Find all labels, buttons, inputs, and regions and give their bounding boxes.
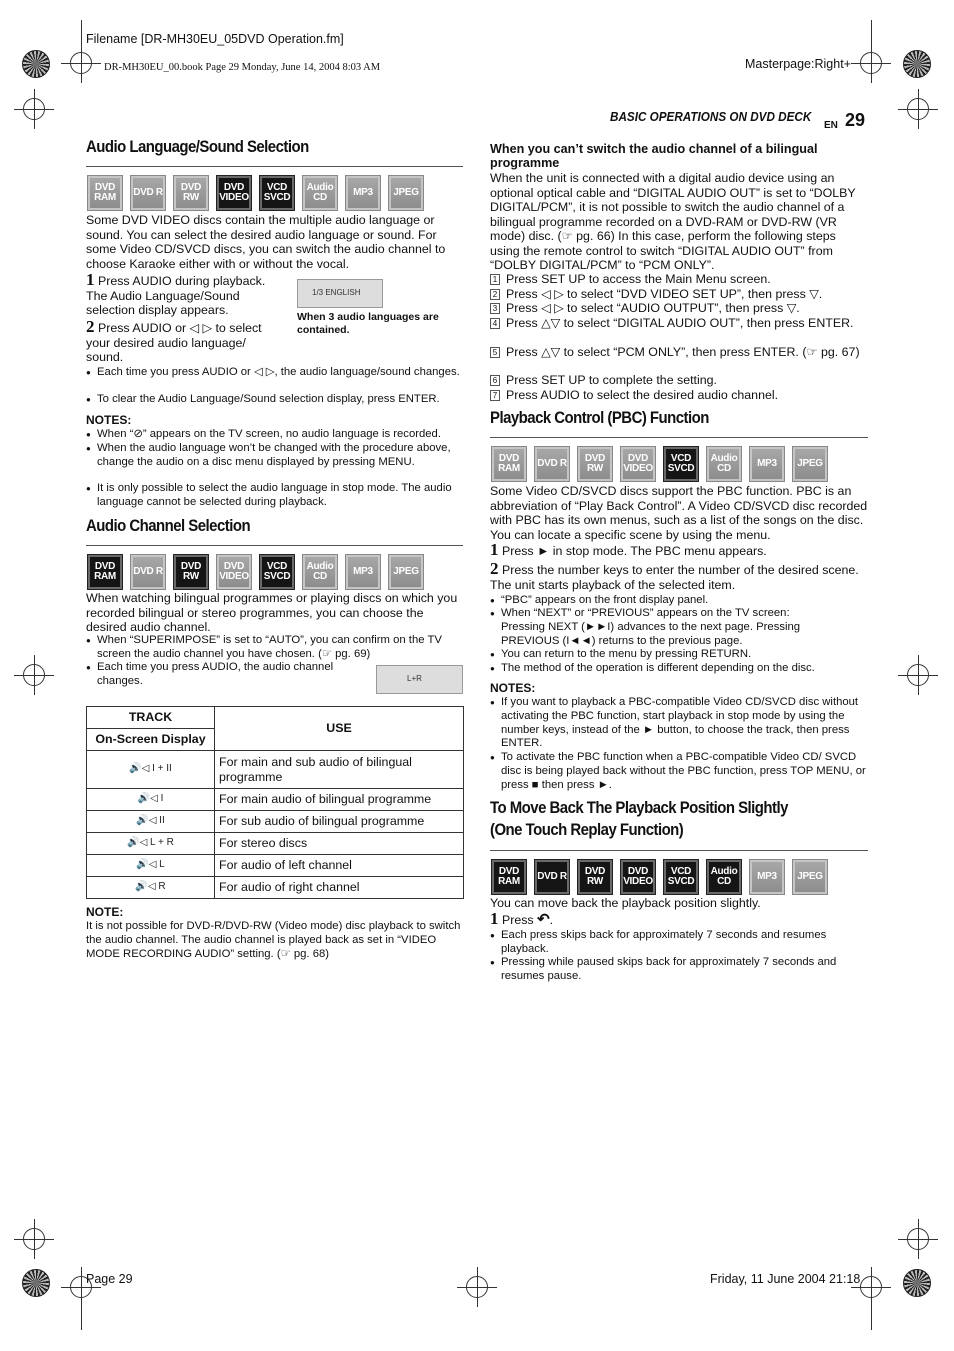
- step-text: Press the number keys to enter the number of the desired scene. The unit starts playback of the selected item.: [490, 563, 859, 592]
- section-title-replay: To Move Back The Playback Position Slightly: [490, 798, 788, 817]
- replay-icon: ↶: [537, 911, 550, 928]
- table-header-track: TRACK: [87, 707, 215, 729]
- badge-dvd-video: DVD VIDEO: [217, 555, 251, 589]
- bullet: ● Each time you press AUDIO or ◁ ▷, the audio language/sound changes.: [86, 366, 463, 380]
- bullet: ● You can return to the menu by pressing RETURN.: [490, 648, 868, 662]
- table-row: [87, 811, 464, 833]
- table-header-use: USE: [215, 707, 464, 751]
- registration-rosette: [22, 1269, 50, 1297]
- badge-dvd-ram: DVD RAM: [88, 176, 122, 210]
- registration-rosette: [903, 1269, 931, 1297]
- section-rule: [490, 850, 868, 851]
- note: ● When the audio language won’t be changed with the procedure above, change the audio on a disc menu displayed by pressing MENU.: [86, 442, 464, 470]
- crop-mark: [871, 1300, 872, 1330]
- step-box: 4: [490, 318, 500, 329]
- section-title-replay-sub: (One Touch Replay Function): [490, 820, 684, 839]
- note-heading: NOTE:: [86, 905, 124, 919]
- registration-rosette: [903, 50, 931, 78]
- bilingual-step: 5 Press △▽ to select “PCM ONLY”, then press ENTER. (☞ pg. 67): [490, 345, 868, 360]
- badge-dvd-video: DVD VIDEO: [621, 860, 655, 894]
- audio-channel-table: [86, 706, 464, 899]
- step-text: Press AUDIO during playback. The Audio Language/Sound selection display appears.: [86, 274, 266, 317]
- audio-channel-display: [376, 665, 463, 694]
- table-row: [87, 877, 464, 899]
- registration-mark: [23, 1228, 45, 1250]
- use-cell: For audio of left channel: [215, 855, 464, 877]
- badge-dvd-video: DVD VIDEO: [217, 176, 251, 210]
- badge-dvd-rw: DVD RW: [578, 447, 612, 481]
- step-box: 5: [490, 347, 500, 358]
- lang-tag: EN: [824, 120, 838, 131]
- bullet: ● When “SUPERIMPOSE” is set to “AUTO”, you can confirm on the TV screen the audio channel you have chosen. (☞ pg. 69): [86, 634, 464, 662]
- badge-dvd-rw: DVD RW: [578, 860, 612, 894]
- step-box: 1: [490, 274, 500, 285]
- bilingual-step: 3 Press ◁ ▷ to select “AUDIO OUTPUT”, then press ▽.: [490, 301, 868, 316]
- step-1: 1 Press ↶.: [490, 909, 554, 928]
- badge-dvd-ram: DVD RAM: [492, 860, 526, 894]
- note: ● When “⊘” appears on the TV screen, no audio language is recorded.: [86, 428, 464, 442]
- footer-page: Page 29: [86, 1272, 133, 1286]
- book-info: DR-MH30EU_00.book Page 29 Monday, June 14, 2004 8:03 AM: [104, 62, 381, 73]
- bilingual-step: 6 Press SET UP to complete the setting.: [490, 373, 868, 388]
- disc-badges: [88, 176, 423, 210]
- table-row: [87, 751, 464, 789]
- crop-mark: [81, 1300, 82, 1330]
- badge-dvd-ram: DVD RAM: [492, 447, 526, 481]
- bullet: ● Each time you press AUDIO, the audio channel changes.: [86, 661, 356, 689]
- registration-mark: [466, 1276, 488, 1298]
- badge-dvd-ram: DVD RAM: [88, 555, 122, 589]
- audio-language-intro: Some DVD VIDEO discs contain the multiple audio language or sound. You can select the desired audio language or sound. For some Video CD/SVCD discs, you can switch the audio channel to choose Karaoke either with or without the vocal.: [86, 213, 446, 271]
- badge-mp3: MP3: [346, 555, 380, 589]
- registration-mark: [23, 98, 45, 120]
- badge-audio-cd: Audio CD: [303, 176, 337, 210]
- step-1: [86, 270, 286, 318]
- badge-jpeg: JPEG: [389, 176, 423, 210]
- disc-badges: [492, 447, 827, 481]
- step-box: 3: [490, 303, 500, 314]
- step-number: 2: [490, 559, 499, 578]
- badge-jpeg: JPEG: [793, 447, 827, 481]
- badge-jpeg: JPEG: [389, 555, 423, 589]
- display-cell: 🔊◁ L + R: [87, 833, 215, 855]
- step-number: 1: [86, 270, 95, 289]
- table-row: [87, 789, 464, 811]
- bilingual-step: 1 Press SET UP to access the Main Menu screen.: [490, 272, 868, 287]
- display-cell: 🔊◁ L: [87, 855, 215, 877]
- running-title: BASIC OPERATIONS ON DVD DECK: [610, 109, 812, 124]
- use-cell: For main audio of bilingual programme: [215, 789, 464, 811]
- step-box: 7: [490, 390, 500, 401]
- masterpage: Masterpage:Right+: [745, 57, 851, 71]
- section-title-audio-channel: Audio Channel Selection: [86, 516, 251, 535]
- badge-vcd-svcd: VCD SVCD: [260, 555, 294, 589]
- step-number: 1: [490, 540, 499, 559]
- badge-vcd-svcd: VCD SVCD: [664, 860, 698, 894]
- crop-mark: [871, 20, 872, 50]
- section-rule: [490, 437, 868, 438]
- note-text: It is not possible for DVD-R/DVD-RW (Video mode) disc playback to switch the audio channel. The audio channel is played back as set in “VIDEO MODE RECORDING AUDIO” setting. (☞ pg. 68): [86, 920, 461, 960]
- badge-audio-cd: Audio CD: [303, 555, 337, 589]
- pbc-intro: Some Video CD/SVCD discs support the PBC function. PBC is an abbreviation of “Play Back Control”. A Video CD/SVCD disc recorded with PBC has its own menus, such as a list of the songs on the disc. You can locate a specific scene by using the menu.: [490, 484, 868, 542]
- notes-heading: NOTES:: [490, 681, 536, 695]
- bilingual-step: 7 Press AUDIO to select the desired audio channel.: [490, 388, 868, 403]
- footer-date: Friday, 11 June 2004 21:18: [710, 1272, 861, 1286]
- badge-dvd-r: DVD R: [535, 860, 569, 894]
- step-box: 6: [490, 375, 500, 386]
- bullet: ● When “NEXT” or “PREVIOUS” appears on the TV screen: Pressing NEXT (►►I) advances to the next page. Pressing PREVIOUS (I◄◄) returns to the previous page.: [490, 607, 830, 648]
- bilingual-step: 2 Press ◁ ▷ to select “DVD VIDEO SET UP”, then press ▽.: [490, 287, 868, 302]
- badge-mp3: MP3: [346, 176, 380, 210]
- step-number: 2: [86, 317, 95, 336]
- bilingual-heading: When you can’t switch the audio channel of a bilingual programme: [490, 142, 818, 170]
- step-2: [490, 559, 868, 592]
- registration-mark: [907, 1228, 929, 1250]
- use-cell: For stereo discs: [215, 833, 464, 855]
- table-row: [87, 833, 464, 855]
- notes-heading: NOTES:: [86, 413, 132, 427]
- table-row: [87, 855, 464, 877]
- lcd-text: L+R: [407, 674, 422, 684]
- badge-audio-cd: Audio CD: [707, 860, 741, 894]
- badge-mp3: MP3: [750, 447, 784, 481]
- step-1: [490, 540, 868, 559]
- registration-mark: [860, 1276, 882, 1298]
- registration-mark: [23, 664, 45, 686]
- bilingual-step: 4 Press △▽ to select “DIGITAL AUDIO OUT”, then press ENTER.: [490, 316, 868, 331]
- badge-dvd-r: DVD R: [131, 176, 165, 210]
- registration-mark: [860, 52, 882, 74]
- badge-dvd-rw: DVD RW: [174, 176, 208, 210]
- bullet: ● Each press skips back for approximately 7 seconds and resumes playback.: [490, 929, 868, 957]
- badge-vcd-svcd: VCD SVCD: [664, 447, 698, 481]
- lcd-text: 1/3 ENGLISH: [312, 288, 361, 298]
- note: ● It is only possible to select the audio language in stop mode. The audio language cannot be selected during playback.: [86, 482, 464, 510]
- badge-vcd-svcd: VCD SVCD: [260, 176, 294, 210]
- badge-jpeg: JPEG: [793, 860, 827, 894]
- badge-audio-cd: Audio CD: [707, 447, 741, 481]
- section-title-pbc: Playback Control (PBC) Function: [490, 408, 709, 427]
- section-rule: [86, 166, 463, 167]
- step-number: 1: [490, 909, 499, 928]
- badge-dvd-video: DVD VIDEO: [621, 447, 655, 481]
- bullet: ● “PBC” appears on the front display panel.: [490, 594, 868, 608]
- audio-channel-intro: When watching bilingual programmes or playing discs on which you recorded bilingual or stereo programmes, you can choose the desired audio channel.: [86, 591, 458, 634]
- table-header-display: On-Screen Display: [87, 729, 215, 751]
- bilingual-body: When the unit is connected with a digital audio device using an optional optical cable and “DIGITAL AUDIO OUT” is set to “DOLBY DIGITAL/PCM”, it is not possible to switch the audio channel of a bilingual programme recorded on a DVD-RAM or DVD-RW (VR mode) disc. (☞ pg. 66) In this case, perform the following steps using the remote control to switch “DIGITAL AUDIO OUT” from “DOLBY DIGITAL/PCM” to “PCM ONLY”.: [490, 171, 856, 272]
- filename: Filename [DR-MH30EU_05DVD Operation.fm]: [86, 32, 344, 46]
- badge-dvd-r: DVD R: [535, 447, 569, 481]
- note: ● If you want to playback a PBC-compatible Video CD/SVCD disc without activating the PBC function, start playback in stop mode by using the number keys, instead of the ► button, to choose the track, then press ENTER.: [490, 696, 868, 751]
- step-2: [86, 317, 286, 365]
- audio-language-display: [297, 279, 383, 308]
- step-text: Press AUDIO or ◁ ▷ to select your desired audio language/ sound.: [86, 321, 262, 364]
- note: ● To activate the PBC function when a PBC-compatible Video CD/ SVCD disc is being played back without the PBC function, press TOP MENU, or press ■ then press ►.: [490, 751, 868, 792]
- bullet: ● Pressing while paused skips back for approximately 7 seconds and resumes pause.: [490, 956, 868, 984]
- step-box: 2: [490, 289, 500, 300]
- use-cell: For audio of right channel: [215, 877, 464, 899]
- page-number: 29: [845, 110, 866, 130]
- crop-mark: [81, 20, 82, 50]
- use-cell: For sub audio of bilingual programme: [215, 811, 464, 833]
- registration-mark: [70, 52, 92, 74]
- registration-mark: [907, 664, 929, 686]
- bullet: ● To clear the Audio Language/Sound selection display, press ENTER.: [86, 393, 463, 407]
- bullet: ● The method of the operation is different depending on the disc.: [490, 662, 868, 676]
- step-text: Press: [501, 913, 534, 927]
- badge-mp3: MP3: [750, 860, 784, 894]
- section-rule: [86, 545, 463, 546]
- display-cell: 🔊◁ II: [87, 811, 215, 833]
- badge-dvd-rw: DVD RW: [174, 555, 208, 589]
- use-cell: For main and sub audio of bilingual programme: [215, 751, 464, 789]
- step-text: Press ► in stop mode. The PBC menu appears.: [501, 544, 767, 558]
- registration-rosette: [22, 50, 50, 78]
- replay-intro: You can move back the playback position slightly.: [490, 896, 761, 910]
- registration-mark: [907, 98, 929, 120]
- badge-dvd-r: DVD R: [131, 555, 165, 589]
- disc-badges: [88, 555, 423, 589]
- display-cell: 🔊◁ I + II: [87, 751, 215, 789]
- display-caption: When 3 audio languages are contained.: [297, 311, 439, 336]
- display-cell: 🔊◁ I: [87, 789, 215, 811]
- display-cell: 🔊◁ R: [87, 877, 215, 899]
- section-title-audio-language: Audio Language/Sound Selection: [86, 137, 309, 156]
- disc-badges: [492, 860, 827, 894]
